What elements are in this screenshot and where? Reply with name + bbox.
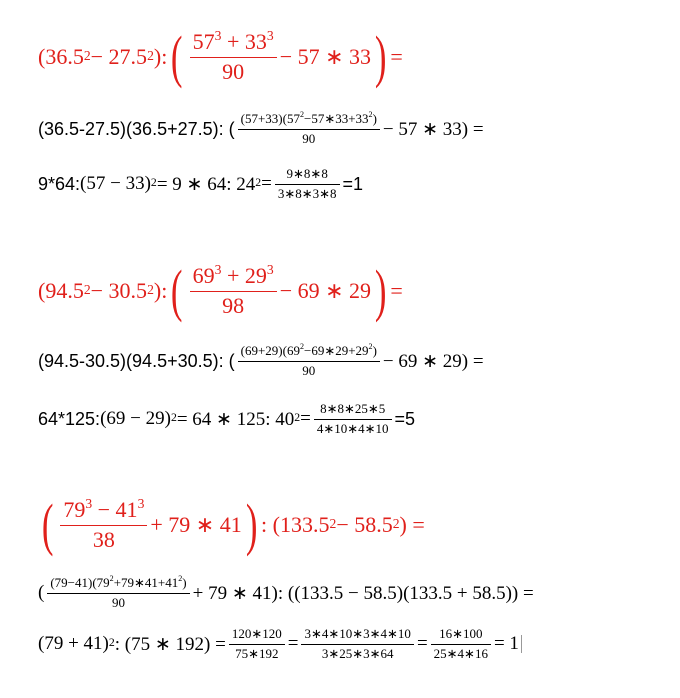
left-big-paren: ( [171,258,183,323]
problem2-line3: 64*125: (69 − 29) $^2$ = 64 ∗ 125: 40 $^2$ = $\frac{8∗8∗25∗5}{4∗10∗4∗10}$ =5 [38,401,416,436]
fraction: $\frac{79^3 - 41^3}{38}$ [60,498,147,551]
problem1-line3: 9*64: (57 − 33) $^2$ = 9 ∗ 64: 24 $^2$ = $\frac{9∗8∗8}{3∗8∗3∗8}$ =1 [38,166,364,201]
fraction: $\frac{9∗8∗8}{3∗8∗3∗8}$ [275,167,340,201]
fraction: $\frac{(79-41)(79^2+79∗41+41^2)}{90}$ [47,576,189,610]
fraction: $\frac{16∗100}{25∗4∗16}$ [431,627,491,661]
fraction: $\frac{57^3 + 33^3}{90}$ [190,30,277,83]
problem1-line1: (36.5 $^2$ − 27.5 $^2$ ): ( $\frac{57^3 + 33^3}{90}$ − 57 ∗ 33 ) = [38,24,403,89]
problem2-line2: (94.5-30.5)(94.5+30.5): ( $\frac{(69+29)(69^2-69∗29+29^2)}{90}$ − 69 ∗ 29) = [38,342,484,378]
problem3-line2: ( $\frac{(79-41)(79^2+79∗41+41^2)}{90}$ + 79 ∗ 41): ((133.5 − 58.5)(133.5 + 58.5)) = [38,574,534,610]
problem3-line3: (79 + 41) $^2$ : (75 ∗ 192) = $\frac{120∗120}{75∗192}$ = $\frac{3∗4∗10∗3∗4∗10}{3∗25∗3∗64}$ = $\frac{16∗100}{25∗4∗16}$ = 1 [38,622,522,666]
problem2-line1: (94.5 $^2$ − 30.5 $^2$ ): ( $\frac{69^3 + 29^3}{98}$ − 69 ∗ 29 ) = [38,258,403,323]
left-big-paren: ( [41,492,54,557]
problem1-line2: (36.5-27.5)(36.5+27.5): ( $\frac{(57+33)(57^2-57∗33+33^2)}{90}$ − 57 ∗ 33) = [38,110,484,146]
left-big-paren: ( [171,24,183,89]
fraction: $\frac{(69+29)(69^2-69∗29+29^2)}{90}$ [238,344,380,378]
right-big-paren: ) [374,24,387,89]
fraction: $\frac{3∗4∗10∗3∗4∗10}{3∗25∗3∗64}$ [301,627,413,661]
problem3-line1: ( $\frac{79^3 - 41^3}{38}$ + 79 ∗ 41 ) : (133.5 $^2$ − 58.5 $^2$ ) = [41,492,425,557]
right-big-paren: ) [374,258,387,323]
text-cursor [521,635,522,653]
fraction: $\frac{8∗8∗25∗5}{4∗10∗4∗10}$ [314,402,392,436]
fraction: $\frac{120∗120}{75∗192}$ [229,627,285,661]
fraction: $\frac{69^3 + 29^3}{98}$ [190,264,277,317]
right-big-paren: ) [245,492,258,557]
fraction: $\frac{(57+33)(57^2-57∗33+33^2)}{90}$ [238,112,380,146]
